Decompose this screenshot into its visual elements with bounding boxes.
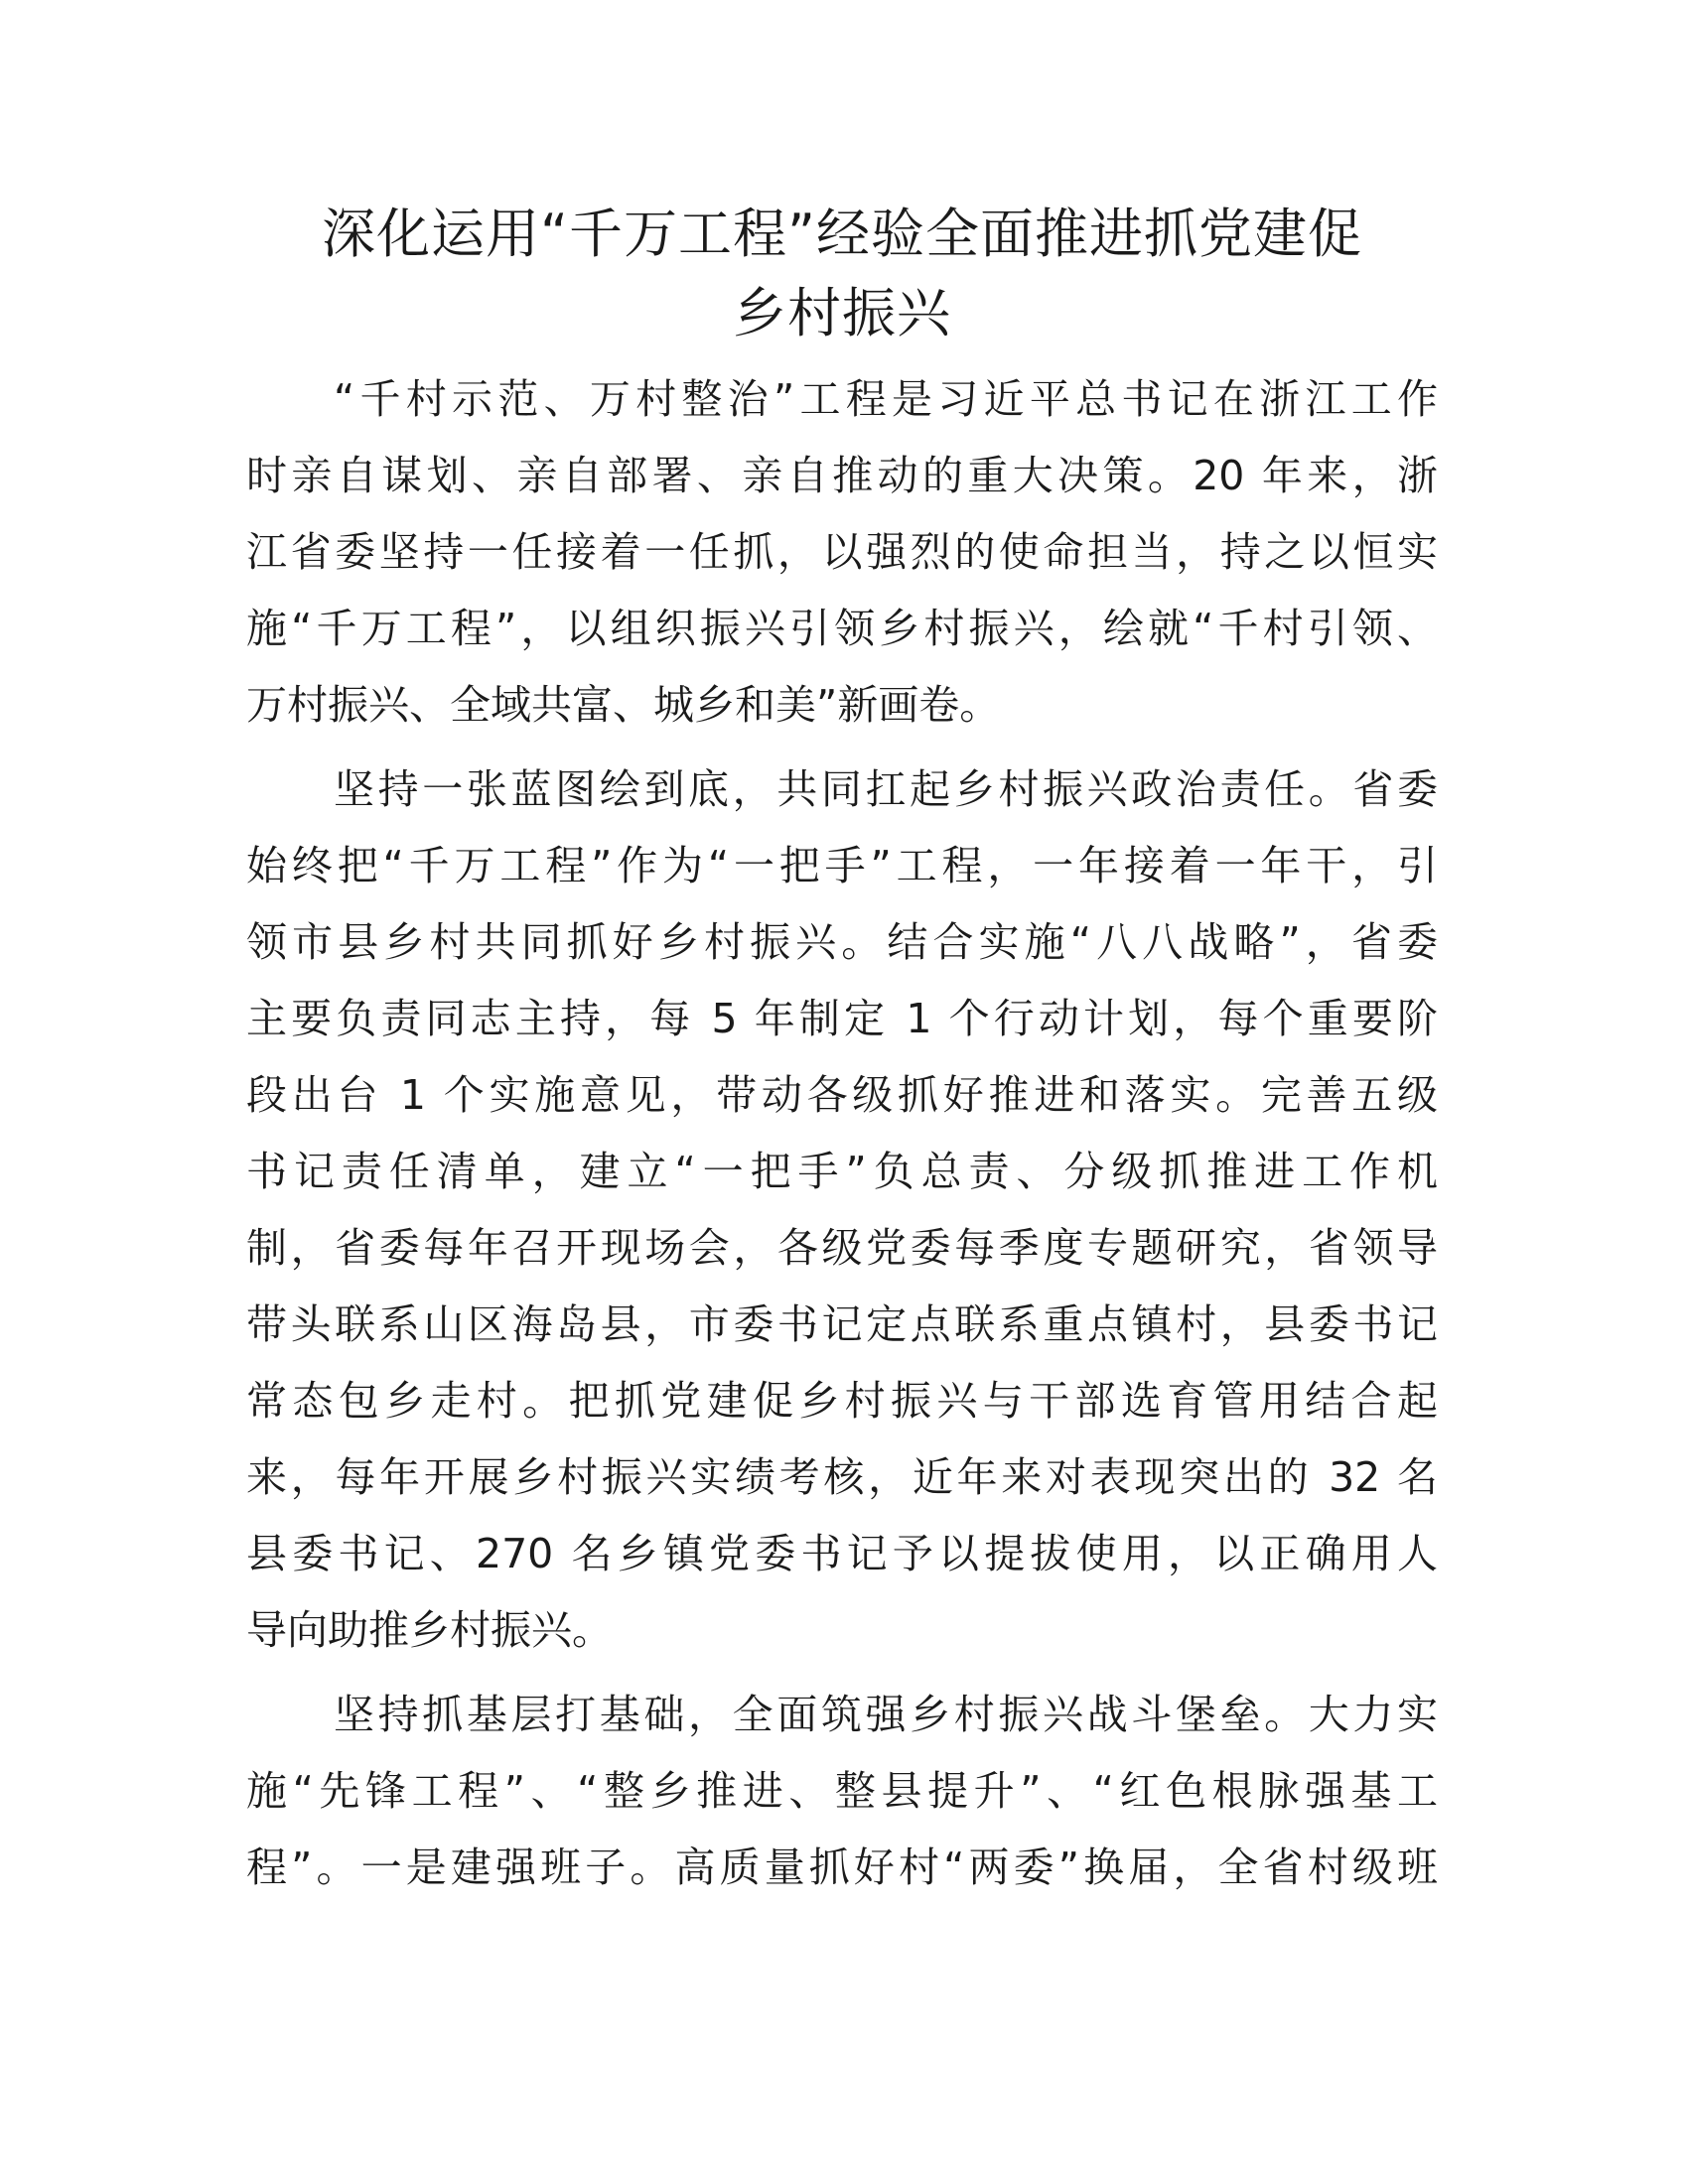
text-line: 始终把“千万工程”作为“一把手”工程，一年接着一年干，引 (246, 842, 1438, 889)
paragraph-foundation (246, 1677, 1438, 1906)
text-line: 县委书记、270 名乡镇党委书记予以提拔使用，以正确用人 (246, 1530, 1438, 1577)
text-line: 主要负责同志主持，每 5 年制定 1 个行动计划，每个重要阶 (246, 995, 1438, 1042)
title-line: 深化运用“千万工程”经验全面推进抓党建促 (322, 203, 1362, 265)
text-line: 江省委坚持一任接着一任抓，以强烈的使命担当，持之以恒实 (246, 528, 1438, 576)
text-line: 万村振兴、全域共富、城乡和美”新画卷。 (246, 681, 1001, 729)
text-line: 导向助推乡村振兴。 (246, 1606, 613, 1654)
text-line: 制，省委每年召开现场会，各级党委每季度专题研究，省领导 (246, 1224, 1438, 1272)
text-line: 常态包乡走村。把抓党建促乡村振兴与干部选育管用结合起 (246, 1377, 1438, 1425)
text-line: 带头联系山区海岛县，市委书记定点联系重点镇村，县委书记 (246, 1300, 1438, 1348)
text-line: 坚持抓基层打基础，全面筑强乡村振兴战斗堡垒。大力实 (334, 1691, 1438, 1738)
text-line: 施“先锋工程”、“整乡推进、整县提升”、“红色根脉强基工 (246, 1767, 1438, 1815)
title-line: 乡村振兴 (733, 282, 951, 344)
paragraph-blueprint (246, 751, 1438, 1669)
text-line: 段出台 1 个实施意见，带动各级抓好推进和落实。完善五级 (246, 1071, 1438, 1119)
document-page (246, 195, 1438, 1906)
paragraph-intro (246, 361, 1438, 744)
text-line: 程”。一是建强班子。高质量抓好村“两委”换届，全省村级班 (246, 1843, 1438, 1891)
text-line: 施“千万工程”，以组织振兴引领乡村振兴，绘就“千村引领、 (246, 605, 1438, 652)
text-line: 坚持一张蓝图绘到底，共同扛起乡村振兴政治责任。省委 (334, 765, 1438, 813)
document-title (246, 195, 1438, 353)
text-line: 时亲自谋划、亲自部署、亲自推动的重大决策。20 年来，浙 (246, 452, 1438, 499)
text-line: 来，每年开展乡村振兴实绩考核，近年来对表现突出的 32 名 (246, 1453, 1438, 1501)
text-line: “千村示范、万村整治”工程是习近平总书记在浙江工作 (334, 375, 1438, 423)
text-line: 书记责任清单，建立“一把手”负总责、分级抓推进工作机 (246, 1148, 1438, 1195)
text-line: 领市县乡村共同抓好乡村振兴。结合实施“八八战略”，省委 (246, 918, 1438, 966)
